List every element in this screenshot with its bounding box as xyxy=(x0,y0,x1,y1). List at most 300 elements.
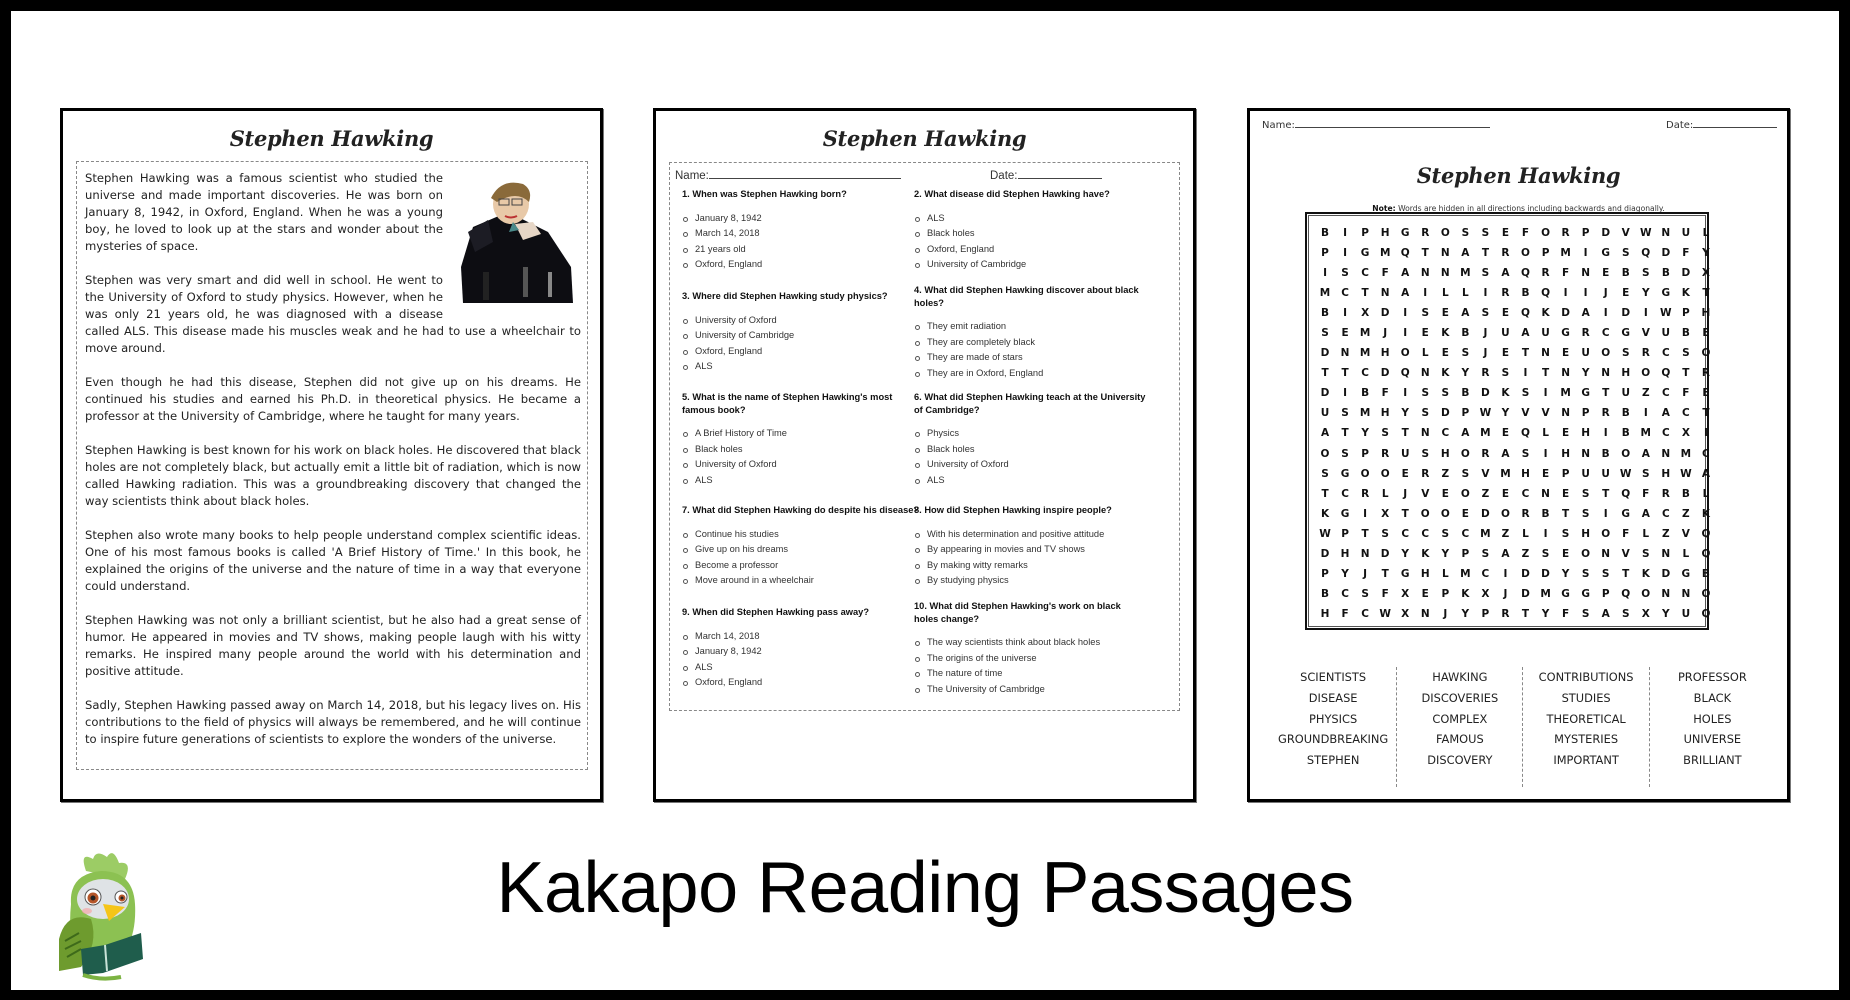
grid-cell[interactable]: S xyxy=(1441,387,1450,400)
answer-option[interactable]: Oxford, England xyxy=(682,257,922,273)
grid-cell[interactable]: L xyxy=(1381,487,1389,500)
grid-cell[interactable]: U xyxy=(1681,607,1691,620)
grid-cell[interactable]: S xyxy=(1621,607,1630,620)
grid-cell[interactable]: Q xyxy=(1661,367,1671,380)
grid-cell[interactable]: Z xyxy=(1441,467,1450,480)
grid-cell[interactable]: S xyxy=(1561,527,1570,540)
answer-option[interactable]: The origins of the universe xyxy=(914,651,1144,667)
grid-cell[interactable]: A xyxy=(1521,327,1530,340)
grid-cell[interactable]: E xyxy=(1561,347,1570,360)
grid-cell[interactable]: I xyxy=(1403,387,1408,400)
grid-cell[interactable]: S xyxy=(1461,347,1470,360)
answer-option[interactable]: University of Oxford xyxy=(682,457,922,473)
answer-option[interactable]: March 14, 2018 xyxy=(682,629,922,645)
grid-cell[interactable]: O xyxy=(1400,347,1410,360)
grid-cell[interactable]: P xyxy=(1481,607,1490,620)
grid-cell[interactable]: N xyxy=(1541,347,1550,360)
grid-cell[interactable]: O xyxy=(1701,347,1711,360)
grid-cell[interactable]: F xyxy=(1642,487,1650,500)
grid-cell[interactable]: S xyxy=(1641,547,1650,560)
answer-option[interactable]: ALS xyxy=(914,473,1154,489)
grid-cell[interactable]: M xyxy=(1359,407,1371,420)
grid-cell[interactable]: K xyxy=(1441,367,1450,380)
grid-cell[interactable]: O xyxy=(1500,507,1510,520)
grid-cell[interactable]: N xyxy=(1661,547,1671,560)
grid-cell[interactable]: S xyxy=(1321,467,1329,480)
grid-cell[interactable]: B xyxy=(1661,267,1670,280)
grid-cell[interactable]: S xyxy=(1601,567,1610,580)
grid-cell[interactable]: R xyxy=(1481,447,1490,460)
grid-cell[interactable]: Y xyxy=(1641,287,1650,300)
grid-cell[interactable]: O xyxy=(1460,447,1470,460)
answer-option[interactable]: Physics xyxy=(914,426,1154,442)
answer-option[interactable]: They are in Oxford, England xyxy=(914,366,1144,382)
answer-option[interactable]: The nature of time xyxy=(914,666,1144,682)
grid-cell[interactable]: E xyxy=(1622,287,1630,300)
grid-cell[interactable]: P xyxy=(1682,307,1690,320)
grid-cell[interactable]: P xyxy=(1601,587,1610,600)
grid-cell[interactable]: O xyxy=(1420,507,1430,520)
grid-cell[interactable]: N xyxy=(1380,287,1390,300)
grid-cell[interactable]: D xyxy=(1320,547,1330,560)
grid-cell[interactable]: O xyxy=(1541,227,1550,239)
grid-cell[interactable]: K xyxy=(1701,507,1710,520)
grid-cell[interactable]: G xyxy=(1561,587,1570,600)
grid-cell[interactable]: L xyxy=(1702,487,1710,500)
grid-cell[interactable]: I xyxy=(1603,507,1608,520)
grid-cell[interactable]: S xyxy=(1581,487,1590,500)
grid-cell[interactable]: G xyxy=(1561,327,1570,340)
grid-cell[interactable]: M xyxy=(1560,387,1571,400)
grid-cell[interactable]: W xyxy=(1319,527,1331,540)
grid-cell[interactable]: G xyxy=(1661,287,1671,300)
grid-cell[interactable]: A xyxy=(1320,427,1330,440)
grid-cell[interactable]: W xyxy=(1619,467,1632,480)
grid-cell[interactable]: M xyxy=(1640,427,1651,440)
grid-cell[interactable]: N xyxy=(1420,607,1430,620)
grid-cell[interactable]: J xyxy=(1483,347,1488,360)
grid-cell[interactable]: D xyxy=(1561,307,1570,320)
grid-cell[interactable]: Y xyxy=(1561,567,1570,580)
grid-cell[interactable]: E xyxy=(1341,327,1349,340)
answer-option[interactable]: Black holes xyxy=(914,442,1154,458)
grid-cell[interactable]: V xyxy=(1421,487,1430,500)
grid-cell[interactable]: U xyxy=(1621,387,1630,400)
grid-cell[interactable]: P xyxy=(1361,447,1369,460)
grid-cell[interactable]: E xyxy=(1561,547,1570,560)
grid-cell[interactable]: M xyxy=(1480,427,1491,440)
grid-cell[interactable]: C xyxy=(1702,447,1710,460)
grid-cell[interactable]: P xyxy=(1581,407,1590,420)
grid-cell[interactable]: O xyxy=(1641,587,1651,600)
grid-cell[interactable]: J xyxy=(1443,607,1448,620)
grid-cell[interactable]: D xyxy=(1320,387,1330,400)
grid-cell[interactable]: W xyxy=(1639,227,1652,239)
grid-cell[interactable]: B xyxy=(1461,327,1470,340)
grid-cell[interactable]: Y xyxy=(1662,607,1670,620)
grid-cell[interactable]: C xyxy=(1341,487,1349,500)
grid-cell[interactable]: T xyxy=(1421,247,1429,260)
grid-cell[interactable]: D xyxy=(1621,307,1631,320)
grid-cell[interactable]: A xyxy=(1461,307,1470,320)
grid-cell[interactable]: O xyxy=(1460,487,1470,500)
answer-option[interactable]: ALS xyxy=(682,473,922,489)
name-field[interactable] xyxy=(675,168,901,182)
grid-cell[interactable]: S xyxy=(1581,507,1590,520)
grid-cell[interactable]: I xyxy=(1363,507,1368,520)
grid-cell[interactable]: I xyxy=(1543,527,1548,540)
grid-cell[interactable]: E xyxy=(1501,347,1510,360)
grid-cell[interactable]: H xyxy=(1340,547,1350,560)
grid-cell[interactable]: S xyxy=(1521,387,1530,400)
grid-cell[interactable]: T xyxy=(1321,367,1329,380)
grid-cell[interactable]: N xyxy=(1440,247,1450,260)
grid-cell[interactable]: T xyxy=(1602,387,1610,400)
grid-cell[interactable]: A xyxy=(1401,267,1410,280)
grid-cell[interactable]: T xyxy=(1541,367,1550,380)
grid-cell[interactable]: H xyxy=(1380,227,1390,239)
answer-option[interactable]: The way scientists think about black holes xyxy=(914,635,1144,651)
grid-cell[interactable]: N xyxy=(1681,587,1691,600)
grid-cell[interactable]: B xyxy=(1621,407,1630,420)
grid-cell[interactable]: C xyxy=(1341,587,1349,600)
grid-cell[interactable]: X xyxy=(1361,307,1370,320)
grid-cell[interactable]: C xyxy=(1661,427,1670,440)
answer-option[interactable]: University of Oxford xyxy=(682,313,922,329)
grid-cell[interactable]: O xyxy=(1601,347,1611,360)
grid-cell[interactable]: N xyxy=(1541,487,1550,500)
grid-cell[interactable]: X xyxy=(1701,267,1710,280)
grid-cell[interactable]: Z xyxy=(1662,527,1670,540)
answer-option[interactable]: By making witty remarks xyxy=(914,558,1154,574)
grid-cell[interactable]: B xyxy=(1681,327,1690,340)
grid-cell[interactable]: X xyxy=(1681,427,1690,440)
grid-cell[interactable]: F xyxy=(1682,387,1690,400)
answer-option[interactable]: They are completely black xyxy=(914,335,1144,351)
grid-cell[interactable]: X xyxy=(1401,607,1410,620)
answer-option[interactable]: Black holes xyxy=(682,442,922,458)
grid-cell[interactable]: O xyxy=(1360,467,1370,480)
answer-option[interactable]: With his determination and positive attitude xyxy=(914,527,1154,543)
grid-cell[interactable]: H xyxy=(1380,347,1390,360)
grid-cell[interactable]: U xyxy=(1400,447,1410,460)
grid-cell[interactable]: E xyxy=(1461,507,1469,520)
grid-cell[interactable]: O xyxy=(1440,227,1450,239)
grid-cell[interactable]: X xyxy=(1381,507,1390,520)
grid-cell[interactable]: T xyxy=(1521,347,1530,360)
grid-cell[interactable]: I xyxy=(1583,247,1588,260)
grid-cell[interactable]: B xyxy=(1541,507,1550,520)
grid-cell[interactable]: D xyxy=(1521,567,1530,580)
grid-cell[interactable]: T xyxy=(1682,367,1690,380)
grid-cell[interactable]: G xyxy=(1581,387,1590,400)
grid-cell[interactable]: K xyxy=(1501,387,1510,400)
grid-cell[interactable]: D xyxy=(1661,247,1671,260)
grid-cell[interactable]: D xyxy=(1481,387,1490,400)
grid-cell[interactable]: G xyxy=(1601,247,1610,260)
grid-cell[interactable]: H xyxy=(1320,607,1330,620)
grid-cell[interactable]: P xyxy=(1321,247,1329,260)
grid-cell[interactable]: T xyxy=(1481,247,1489,260)
grid-cell[interactable]: D xyxy=(1481,507,1490,520)
grid-cell[interactable]: S xyxy=(1621,347,1630,360)
grid-cell[interactable]: B xyxy=(1601,447,1610,460)
grid-cell[interactable]: Q xyxy=(1541,287,1550,300)
grid-cell[interactable]: C xyxy=(1682,407,1690,420)
answer-option[interactable]: Move around in a wheelchair xyxy=(682,573,922,589)
answer-option[interactable]: University of Oxford xyxy=(914,457,1154,473)
grid-cell[interactable]: F xyxy=(1622,527,1630,540)
grid-cell[interactable]: P xyxy=(1361,227,1369,239)
grid-cell[interactable]: J xyxy=(1483,327,1488,340)
grid-cell[interactable]: I xyxy=(1403,327,1408,340)
grid-cell[interactable]: J xyxy=(1363,567,1368,580)
grid-cell[interactable]: V xyxy=(1481,467,1490,480)
grid-cell[interactable]: A xyxy=(1601,607,1610,620)
grid-cell[interactable]: E xyxy=(1501,487,1510,500)
grid-cell[interactable]: C xyxy=(1401,527,1410,540)
date-field[interactable] xyxy=(990,168,1102,182)
grid-cell[interactable]: F xyxy=(1682,247,1690,260)
grid-cell[interactable]: U xyxy=(1681,227,1691,239)
grid-cell[interactable]: E xyxy=(1421,327,1429,340)
grid-cell[interactable]: T xyxy=(1361,527,1369,540)
grid-cell[interactable]: K xyxy=(1320,507,1330,520)
grid-cell[interactable]: W xyxy=(1479,407,1492,420)
grid-cell[interactable]: A xyxy=(1501,547,1510,560)
grid-cell[interactable]: R xyxy=(1501,247,1510,260)
grid-cell[interactable]: K xyxy=(1541,307,1550,320)
grid-cell[interactable]: N xyxy=(1420,427,1430,440)
grid-cell[interactable]: S xyxy=(1421,447,1430,460)
grid-cell[interactable]: Q xyxy=(1521,427,1530,440)
grid-cell[interactable]: B xyxy=(1681,487,1690,500)
grid-cell[interactable]: W xyxy=(1680,467,1692,480)
grid-cell[interactable]: N xyxy=(1581,267,1591,280)
grid-cell[interactable]: I xyxy=(1343,387,1348,400)
grid-cell[interactable]: S xyxy=(1641,267,1650,280)
grid-cell[interactable]: B xyxy=(1521,287,1530,300)
grid-cell[interactable]: V xyxy=(1521,407,1530,420)
grid-cell[interactable]: C xyxy=(1341,287,1349,300)
grid-cell[interactable]: W xyxy=(1379,607,1391,620)
grid-cell[interactable]: S xyxy=(1381,527,1389,540)
grid-cell[interactable]: K xyxy=(1441,327,1450,340)
grid-cell[interactable]: R xyxy=(1501,287,1510,300)
grid-cell[interactable]: A xyxy=(1701,467,1710,480)
grid-cell[interactable]: I xyxy=(1343,307,1348,320)
grid-cell[interactable]: U xyxy=(1581,467,1590,480)
answer-option[interactable]: University of Cambridge xyxy=(914,257,1154,273)
grid-cell[interactable]: I xyxy=(1343,227,1348,239)
grid-cell[interactable]: N xyxy=(1661,227,1671,239)
grid-cell[interactable]: T xyxy=(1622,567,1630,580)
grid-cell[interactable]: Q xyxy=(1521,307,1530,320)
grid-cell[interactable]: G xyxy=(1400,227,1410,239)
grid-cell[interactable]: L xyxy=(1441,567,1449,580)
answer-option[interactable]: ALS xyxy=(682,359,922,375)
grid-cell[interactable]: Y xyxy=(1501,407,1510,420)
grid-cell[interactable]: I xyxy=(1343,247,1348,260)
grid-cell[interactable]: C xyxy=(1441,427,1450,440)
grid-cell[interactable]: Q xyxy=(1400,247,1410,260)
grid-cell[interactable]: F xyxy=(1341,607,1349,620)
grid-cell[interactable]: L xyxy=(1682,547,1690,560)
grid-cell[interactable]: C xyxy=(1661,347,1670,360)
grid-cell[interactable]: R xyxy=(1641,347,1650,360)
grid-cell[interactable]: S xyxy=(1421,307,1430,320)
answer-option[interactable]: ALS xyxy=(682,660,922,676)
grid-cell[interactable]: U xyxy=(1601,467,1610,480)
grid-cell[interactable]: D xyxy=(1320,347,1330,360)
grid-cell[interactable]: G xyxy=(1621,327,1631,340)
answer-option[interactable]: By appearing in movies and TV shows xyxy=(914,542,1154,558)
grid-cell[interactable]: E xyxy=(1501,307,1510,320)
grid-cell[interactable]: P xyxy=(1341,527,1349,540)
grid-cell[interactable]: E xyxy=(1702,327,1710,340)
grid-cell[interactable]: M xyxy=(1460,567,1471,580)
grid-cell[interactable]: D xyxy=(1380,307,1390,320)
answer-option[interactable]: They emit radiation xyxy=(914,319,1144,335)
answer-option[interactable]: Black holes xyxy=(914,226,1154,242)
grid-cell[interactable]: Z xyxy=(1641,387,1650,400)
grid-cell[interactable]: S xyxy=(1481,267,1490,280)
grid-cell[interactable]: E xyxy=(1501,427,1510,440)
grid-cell[interactable]: I xyxy=(1603,427,1608,440)
grid-cell[interactable]: I xyxy=(1563,287,1568,300)
answer-option[interactable]: January 8, 1942 xyxy=(682,211,922,227)
grid-cell[interactable]: N xyxy=(1420,267,1430,280)
grid-cell[interactable]: E xyxy=(1401,467,1409,480)
grid-cell[interactable]: X xyxy=(1481,587,1490,600)
grid-cell[interactable]: T xyxy=(1361,287,1369,300)
grid-cell[interactable]: C xyxy=(1481,567,1490,580)
grid-cell[interactable]: I xyxy=(1603,307,1608,320)
grid-cell[interactable]: N xyxy=(1420,367,1430,380)
grid-cell[interactable]: R xyxy=(1381,447,1390,460)
grid-cell[interactable]: A xyxy=(1661,407,1670,420)
grid-cell[interactable]: P xyxy=(1321,567,1329,580)
grid-cell[interactable]: N xyxy=(1561,367,1570,380)
grid-cell[interactable]: H xyxy=(1581,427,1591,440)
grid-cell[interactable]: S xyxy=(1682,347,1690,360)
grid-cell[interactable]: Y xyxy=(1461,367,1470,380)
grid-cell[interactable]: R xyxy=(1501,607,1510,620)
grid-cell[interactable]: N xyxy=(1440,267,1450,280)
grid-cell[interactable]: C xyxy=(1661,387,1670,400)
grid-cell[interactable]: N xyxy=(1340,347,1350,360)
grid-cell[interactable]: H xyxy=(1420,567,1430,580)
grid-cell[interactable]: M xyxy=(1460,267,1471,280)
grid-cell[interactable]: L xyxy=(1702,227,1710,239)
grid-cell[interactable]: H xyxy=(1701,307,1711,320)
grid-cell[interactable]: S xyxy=(1641,467,1650,480)
grid-cell[interactable]: S xyxy=(1461,467,1470,480)
grid-cell[interactable]: N xyxy=(1601,547,1611,560)
grid-cell[interactable]: I xyxy=(1583,287,1588,300)
grid-cell[interactable]: H xyxy=(1581,527,1591,540)
grid-cell[interactable]: P xyxy=(1461,547,1470,560)
answer-option[interactable]: The University of Cambridge xyxy=(914,682,1144,698)
grid-cell[interactable]: Y xyxy=(1361,427,1369,440)
grid-cell[interactable]: Q xyxy=(1641,247,1651,260)
grid-cell[interactable]: T xyxy=(1702,287,1710,300)
grid-cell[interactable]: G xyxy=(1340,467,1350,480)
grid-cell[interactable]: S xyxy=(1421,407,1430,420)
answer-option[interactable]: Oxford, England xyxy=(682,344,922,360)
grid-cell[interactable]: S xyxy=(1361,587,1369,600)
grid-cell[interactable]: R xyxy=(1661,487,1670,500)
grid-cell[interactable]: X xyxy=(1641,607,1650,620)
grid-cell[interactable]: R xyxy=(1581,327,1590,340)
answer-option[interactable]: Oxford, England xyxy=(914,242,1154,258)
grid-cell[interactable]: T xyxy=(1602,487,1610,500)
grid-cell[interactable]: F xyxy=(1561,267,1570,280)
grid-cell[interactable]: H xyxy=(1661,467,1671,480)
grid-cell[interactable]: R xyxy=(1561,227,1570,239)
grid-cell[interactable]: O xyxy=(1380,467,1390,480)
grid-cell[interactable]: E xyxy=(1561,487,1570,500)
grid-cell[interactable]: P xyxy=(1541,247,1550,260)
answer-option[interactable]: Continue his studies xyxy=(682,527,922,543)
grid-cell[interactable]: B xyxy=(1321,227,1330,239)
grid-cell[interactable]: S xyxy=(1581,567,1590,580)
grid-cell[interactable]: G xyxy=(1581,587,1590,600)
grid-cell[interactable]: K xyxy=(1421,547,1430,560)
date-field[interactable] xyxy=(1666,117,1777,131)
grid-cell[interactable]: N xyxy=(1661,447,1671,460)
grid-cell[interactable]: C xyxy=(1421,527,1430,540)
grid-cell[interactable]: R xyxy=(1481,367,1490,380)
grid-cell[interactable]: N xyxy=(1601,367,1611,380)
name-field[interactable] xyxy=(1262,117,1490,131)
grid-cell[interactable]: B xyxy=(1701,567,1710,580)
grid-cell[interactable]: R xyxy=(1421,227,1430,239)
grid-cell[interactable]: I xyxy=(1643,307,1648,320)
grid-cell[interactable]: I xyxy=(1423,287,1428,300)
grid-cell[interactable]: I xyxy=(1643,407,1648,420)
grid-cell[interactable]: C xyxy=(1661,507,1670,520)
grid-cell[interactable]: M xyxy=(1359,327,1371,340)
grid-cell[interactable]: O xyxy=(1621,447,1631,460)
grid-cell[interactable]: T xyxy=(1401,427,1409,440)
grid-cell[interactable]: B xyxy=(1361,387,1370,400)
grid-cell[interactable]: R xyxy=(1601,407,1610,420)
grid-cell[interactable]: H xyxy=(1440,447,1450,460)
grid-cell[interactable]: H xyxy=(1561,447,1570,460)
grid-cell[interactable]: U xyxy=(1661,327,1671,340)
grid-cell[interactable]: Q xyxy=(1701,527,1711,540)
grid-cell[interactable]: I xyxy=(1403,307,1408,320)
grid-cell[interactable]: G xyxy=(1681,567,1691,580)
grid-cell[interactable]: S xyxy=(1461,227,1470,239)
grid-cell[interactable]: S xyxy=(1341,267,1349,280)
grid-cell[interactable]: H xyxy=(1380,407,1390,420)
grid-cell[interactable]: I xyxy=(1523,367,1528,380)
grid-cell[interactable]: L xyxy=(1421,347,1429,360)
grid-cell[interactable]: F xyxy=(1381,387,1389,400)
grid-cell[interactable]: D xyxy=(1601,227,1611,239)
grid-cell[interactable]: T xyxy=(1341,367,1349,380)
grid-cell[interactable]: J xyxy=(1603,287,1608,300)
grid-cell[interactable]: V xyxy=(1541,407,1550,420)
grid-cell[interactable]: V xyxy=(1641,327,1650,340)
grid-cell[interactable]: J xyxy=(1383,327,1388,340)
grid-cell[interactable]: C xyxy=(1601,327,1610,340)
grid-cell[interactable]: C xyxy=(1461,527,1470,540)
grid-cell[interactable]: F xyxy=(1381,267,1389,280)
grid-cell[interactable]: N xyxy=(1360,547,1370,560)
